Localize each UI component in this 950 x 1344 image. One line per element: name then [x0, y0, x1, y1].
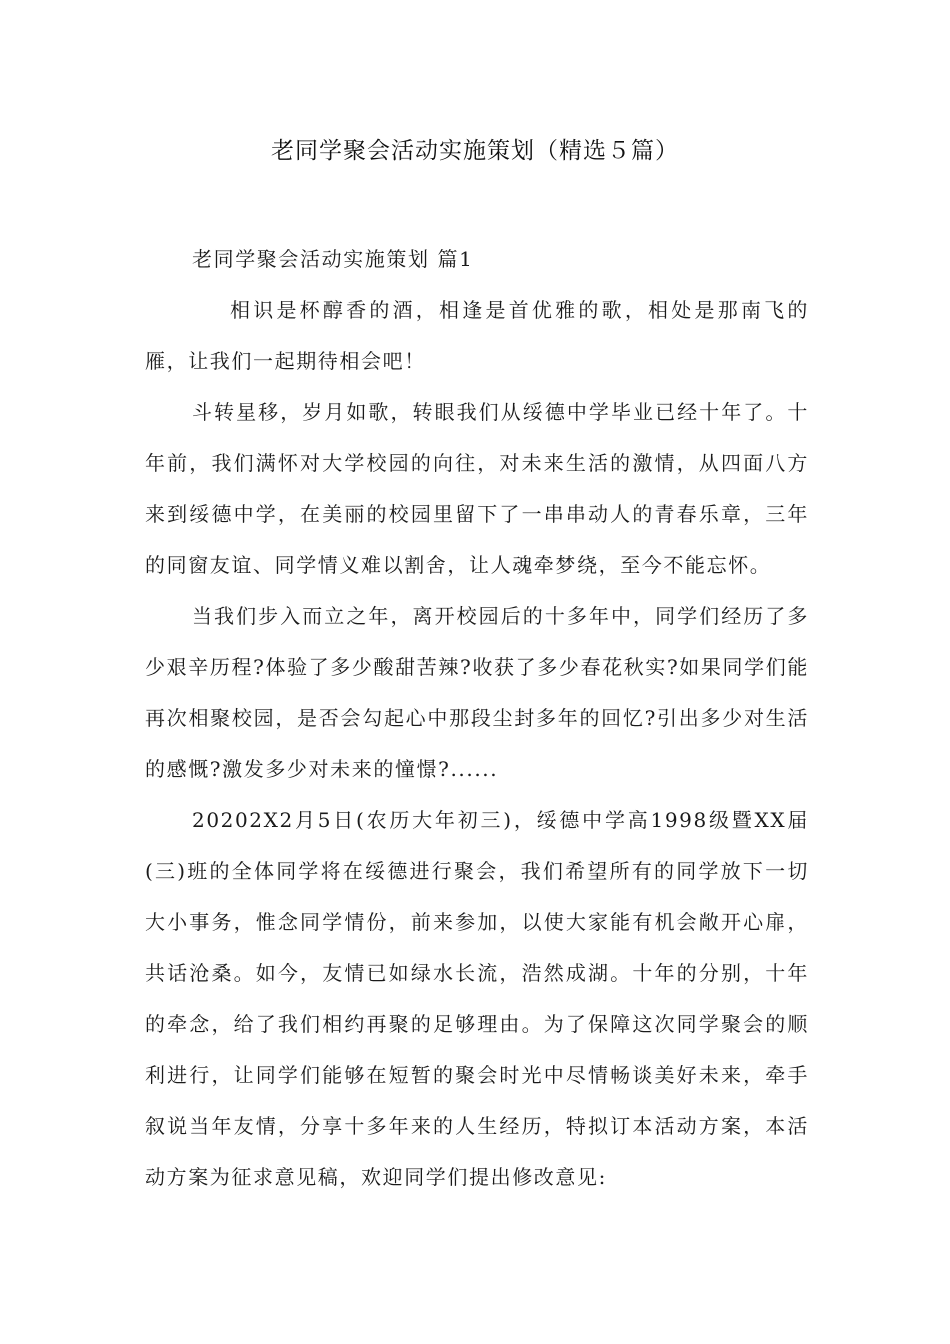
paragraph-questions: 当我们步入而立之年，离开校园后的十多年中，同学们经历了多少艰辛历程?体验了多少酸甜苦辣?收获了多少春花秋实?如果同学们能再次相聚校园，是否会勾起心中那段尘封多年的回忆?引出多少对生活的感慨?激发多少对未来的憧憬?......: [145, 604, 809, 781]
paragraph-memories: 斗转星移，岁月如歌，转眼我们从绥德中学毕业已经十年了。十年前，我们满怀对大学校园的向往，对未来生活的激情，从四面八方来到绥德中学，在美丽的校园里留下了一串串动人的青春乐章，三年的同窗友谊、同学情义难以割舍，让人魂牵梦绕，至今不能忘怀。: [145, 400, 809, 577]
paragraph-intro: 相识是杯醇香的酒，相逢是首优雅的歌，相处是那南飞的雁，让我们一起期待相会吧！: [145, 298, 809, 373]
paragraph-plan: 20202X2月5日(农历大年初三)，绥德中学高1998级暨XX届(三)班的全体同学将在绥德进行聚会，我们希望所有的同学放下一切大小事务，惟念同学情份，前来参加，以使大家能有机会敞开心扉，共话沧桑。如今，友情已如绿水长流，浩然成湖。十年的分别，十年的牵念，给了我们相约再聚的足够理由。为了保障这次同学聚会的顺利进行，让同学们能够在短暂的聚会时光中尽情畅谈美好未来，牵手叙说当年友情，分享十多年来的人生经历，特拟订本活动方案，本活动方案为征求意见稿，欢迎同学们提出修改意见:: [145, 808, 809, 1189]
section-heading: 老同学聚会活动实施策划 篇1: [192, 247, 474, 271]
document-body: [145, 234, 809, 1203]
document-title: 老同学聚会活动实施策划（精选５篇）: [271, 138, 679, 164]
